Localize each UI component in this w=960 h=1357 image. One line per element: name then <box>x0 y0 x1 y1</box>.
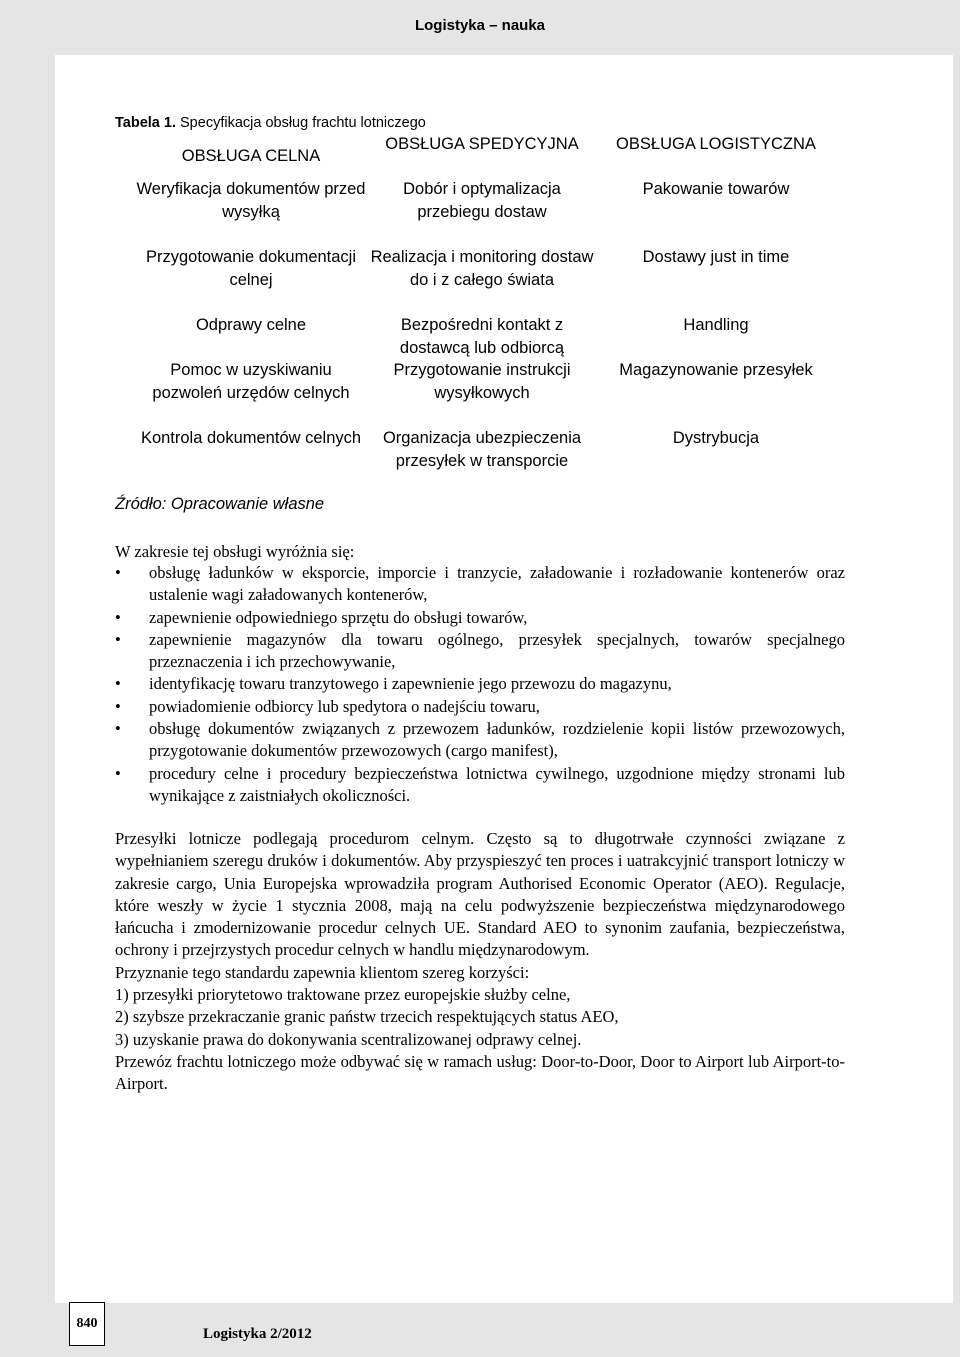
table-cell: Magazynowanie przesyłek <box>619 361 813 379</box>
spec-table <box>135 133 835 495</box>
column-header: OBSŁUGA LOGISTYCZNA <box>616 135 816 153</box>
table-cell: Dystrybucja <box>672 429 760 447</box>
column-header: OBSŁUGA CELNA <box>181 147 321 165</box>
benefit-item: 2) szybsze przekraczanie granic państw trzecich respektujących status AEO, <box>115 1007 619 1027</box>
list-item: • identyfikację towaru tranzytowego i zapewnienie jego przewozu do magazynu, <box>115 673 845 695</box>
table-cell: Przygotowanie dokumentacji celnej <box>145 248 357 289</box>
page <box>55 55 953 1303</box>
running-header: Logistyka – nauka <box>414 17 546 34</box>
table-cell: Weryfikacja dokumentów przed wysyłką <box>136 180 366 221</box>
journal-title: Logistyka 2/2012 <box>203 1326 312 1342</box>
table-row <box>135 359 835 427</box>
table-source: Źródło: Opracowanie własne <box>115 495 325 513</box>
table-caption-label: Tabela 1. <box>115 115 176 131</box>
list-item: • powiadomienie odbiorcy lub spedytora o nadejściu towaru, <box>115 696 845 718</box>
table-cell: Bezpośredni kontakt z dostawcą lub odbiorcą <box>399 316 565 357</box>
table-row <box>135 314 835 359</box>
table-cell: Pomoc w uzyskiwaniu pozwoleń urzędów celnych <box>152 361 350 402</box>
table-cell: Przygotowanie instrukcji wysyłkowych <box>393 361 571 402</box>
body-paragraphs <box>115 828 845 1096</box>
paragraph-benefits-intro: Przyznanie tego standardu zapewnia klientom szereg korzyści: <box>115 962 530 982</box>
list-item: • zapewnienie odpowiedniego sprzętu do obsługi towarów, <box>115 607 845 629</box>
table-header-row <box>135 133 835 178</box>
table-cell: Realizacja i monitoring dostaw do i z całego świata <box>370 248 594 289</box>
table-cell: Dobór i optymalizacja przebiegu dostaw <box>403 180 561 221</box>
table-caption-text: Specyfikacja obsług frachtu lotniczego <box>180 115 426 131</box>
list-intro: W zakresie tej obsługi wyróżnia się: <box>115 542 355 561</box>
services-list <box>115 562 845 807</box>
benefit-item: 3) uzyskanie prawa do dokonywania scentralizowanej odprawy celnej. <box>115 1029 582 1049</box>
table-row <box>135 246 835 314</box>
table-cell: Dostawy just in time <box>642 248 790 266</box>
paragraph-services: Przewóz frachtu lotniczego może odbywać się w ramach usług: Door-to-Door, Door to Airport lub Airport-to-Airport. <box>115 1051 845 1094</box>
list-item: • obsługę dokumentów związanych z przewozem ładunków, rozdzielenie kopii listów przewozowych, przygotowanie dokumentów przewozowych (cargo manifest), <box>115 718 845 763</box>
paragraph-aeo: Przesyłki lotnicze podlegają procedurom celnym. Często są to długotrwałe czynności związane z wypełnianiem szeregu druków i dokumentów. Aby przyspieszyć ten proces i uatrakcyjnić transport lotniczy w zakresie cargo, Unia Europejska wprowadziła program Authorised Economic Operator (AEO). Regulacje, które weszły w życie 1 stycznia 2008, mają na celu podwyższenie bezpieczeństwa międzynarodowego łańcucha i zmodernizowanie procedur celnych UE. Standard AEO to synonim zaufania, bezpieczeństwa, ochrony i przejrzystych procedur celnych w handlu międzynarodowym. <box>115 829 845 960</box>
column-header: OBSŁUGA SPEDYCYJNA <box>385 135 579 153</box>
table-cell: Handling <box>683 316 749 334</box>
table-row <box>135 178 835 246</box>
benefit-item: 1) przesyłki priorytetowo traktowane przez europejskie służby celne, <box>115 985 571 1005</box>
table-caption <box>115 115 426 131</box>
table-cell: Organizacja ubezpieczenia przesyłek w transporcie <box>382 429 582 470</box>
table-row <box>135 427 835 495</box>
table-cell: Odprawy celne <box>195 316 307 334</box>
list-item: • procedury celne i procedury bezpieczeństwa lotnictwa cywilnego, uzgodnione między stronami lub wynikające z zaistniałych okoliczności. <box>115 763 845 808</box>
list-item: • obsługę ładunków w eksporcie, imporcie i tranzycie, załadowanie i rozładowanie kontenerów oraz ustalenie wagi załadowanych kontenerów, <box>115 562 845 607</box>
list-item: • zapewnienie magazynów dla towaru ogólnego, przesyłek specjalnych, towarów specjalnego przeznaczenia i ich przechowywanie, <box>115 629 845 674</box>
table-cell: Kontrola dokumentów celnych <box>140 429 362 447</box>
table-cell: Pakowanie towarów <box>642 180 790 198</box>
page-number: 840 <box>69 1302 105 1346</box>
